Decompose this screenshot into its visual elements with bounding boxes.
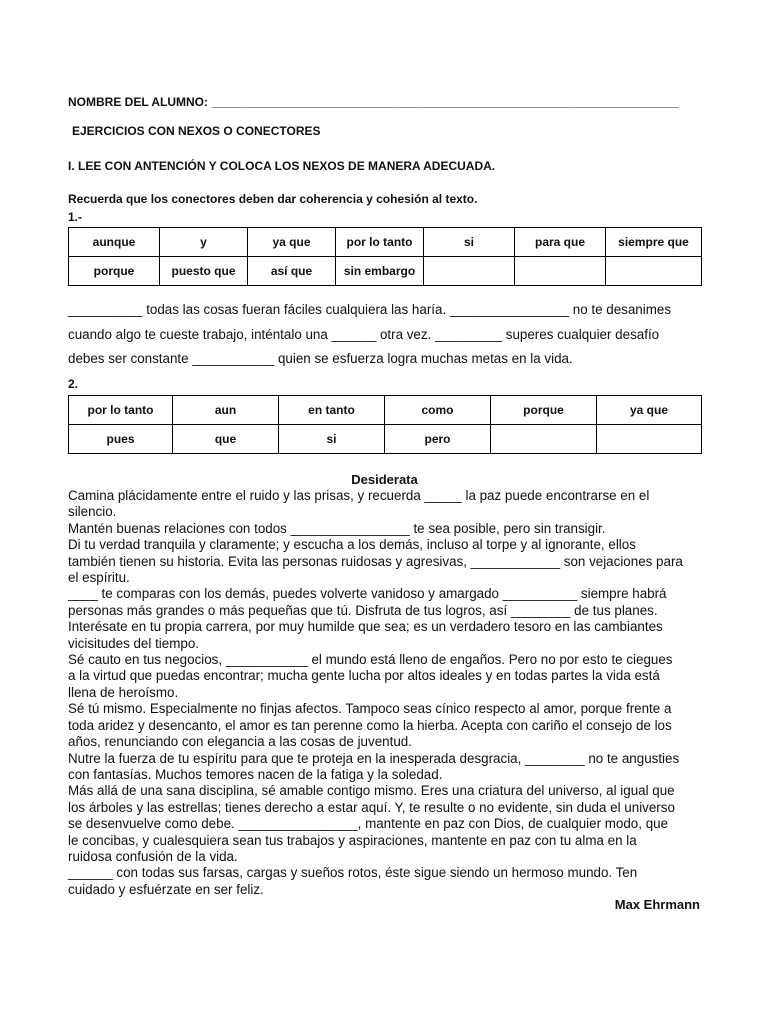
connector-cell	[424, 257, 515, 286]
connector-cell: si	[279, 425, 385, 454]
connector-cell: y	[160, 228, 248, 257]
poem-line: Interésate en tu propia carrera, por muy humilde que sea; es un verdadero tesoro en las cambiantes	[68, 619, 663, 635]
poem-line: llena de heroísmo.	[68, 684, 179, 700]
connector-cell: por lo tanto	[69, 396, 173, 425]
exercise-2-number: 2.	[68, 377, 79, 391]
student-name-line: NOMBRE DEL ALUMNO: ______________________________________________________________________	[68, 95, 679, 109]
poem-line: a la virtud que puedas encontrar; mucha gente lucha por altos ideales y en todas partes la vida está	[68, 668, 660, 684]
table-row	[69, 257, 702, 286]
poem-line: con fantasías. Muchos temores nacen de la fatiga y la soledad.	[68, 766, 443, 782]
connector-cell: así que	[248, 257, 336, 286]
connector-cell: pues	[69, 425, 173, 454]
connector-cell	[491, 425, 597, 454]
table-row	[69, 425, 702, 454]
poem-line: Sé cauto en tus negocios, ___________ el mundo está lleno de engaños. Pero no por esto te ciegues	[68, 652, 673, 668]
table-row	[69, 396, 702, 425]
poem-line: Nutre la fuerza de tu espíritu para que te proteja en la inesperada desgracia, ________ no te angusties	[68, 750, 680, 766]
connector-cell: porque	[491, 396, 597, 425]
table-row	[69, 228, 702, 257]
connector-cell: que	[173, 425, 279, 454]
poem-line: los árboles y las estrellas; tienes derecho a estar aquí. Y, te resulte o no evidente, sin duda el universo	[68, 799, 675, 815]
connector-cell: como	[385, 396, 491, 425]
poem-line: Sé tú mismo. Especialmente no finjas afectos. Tampoco seas cínico respecto al amor, porque frente a	[68, 701, 672, 717]
poem-line: cuidado y esfuérzate en ser feliz.	[68, 881, 264, 897]
poem-title: Desiderata	[351, 472, 418, 487]
connector-cell: porque	[69, 257, 160, 286]
connector-cell: si	[424, 228, 515, 257]
exercise-1-number: 1.-	[68, 210, 83, 224]
poem-line: se desenvuelve como debe. ________________, mantente en paz con Dios, de cualquier modo, que	[68, 816, 669, 832]
paragraph-line: cuando algo te cueste trabajo, inténtalo una ______ otra vez. _________ superes cualquier desafío	[68, 326, 660, 342]
worksheet-title: EJERCICIOS CON NEXOS O CONECTORES	[72, 124, 321, 138]
connector-cell: ya que	[597, 396, 702, 425]
poem-line: ______ con todas sus farsas, cargas y sueños rotos, éste sigue siendo un hermoso mundo. Ten	[68, 865, 638, 881]
poem-line: Camina plácidamente entre el ruido y las prisas, y recuerda _____ la paz puede encontrarse en el	[68, 488, 650, 503]
poem-line: le concibas, y cualesquiera sean tus trabajos y aspiraciones, mantente en paz con tu alma en la	[68, 832, 637, 848]
poem-line: toda aridez y desencanto, el amor es tan perenne como la hierba. Acepta con cariño el consejo de los	[68, 717, 672, 733]
poem-line: Más allá de una sana disciplina, sé amable contigo mismo. Eres una criatura del universo, al igual que	[68, 783, 675, 799]
connector-cell: puesto que	[160, 257, 248, 286]
paragraph-line: debes ser constante ___________ quien se esfuerza logra muchas metas en la vida.	[68, 351, 573, 366]
poem-line: Di tu verdad tranquila y claramente; y escucha a los demás, incluso al torpe y al ignorante, ellos	[68, 537, 636, 553]
instruction-heading: I. LEE CON ANTENCIÓN Y COLOCA LOS NEXOS DE MANERA ADECUADA.	[68, 159, 496, 173]
connector-cell: aun	[173, 396, 279, 425]
exercise-1-paragraph	[68, 298, 708, 372]
paragraph-line: __________ todas las cosas fueran fáciles cualquiera las haría. ________________ no te desanimes	[68, 302, 672, 317]
connector-cell: ya que	[248, 228, 336, 257]
connector-cell: pero	[385, 425, 491, 454]
connector-cell: aunque	[69, 228, 160, 257]
connector-cell: sin embargo	[336, 257, 424, 286]
poem-line: Mantén buenas relaciones con todos ________________ te sea posible, pero sin transigir.	[68, 520, 606, 536]
poem-author: Max Ehrmann	[614, 897, 700, 912]
poem-line: también tienen su historia. Evita las personas ruidosas y agresivas, ____________ son vejaciones para	[68, 553, 683, 569]
poem-line: ruidosa confusión de la vida.	[68, 848, 238, 864]
poem-line: silencio.	[68, 504, 117, 520]
reminder-text: Recuerda que los conectores deben dar coherencia y cohesión al texto.	[68, 192, 478, 206]
poem-line: ____ te comparas con los demás, puedes volverte vanidoso y amargado __________ siempre habrá	[68, 586, 667, 602]
connector-cell: por lo tanto	[336, 228, 424, 257]
connector-cell: siempre que	[606, 228, 702, 257]
poem-line: años, renunciando con elegancia a las cosas de juventud.	[68, 734, 412, 750]
connectors-table-2	[68, 395, 702, 454]
poem-body	[68, 488, 708, 898]
connector-cell	[515, 257, 606, 286]
poem-line: vicisitudes del tiempo.	[68, 635, 199, 651]
connector-cell	[597, 425, 702, 454]
poem-line: el espíritu.	[68, 570, 130, 586]
connector-cell: en tanto	[279, 396, 385, 425]
connector-cell: para que	[515, 228, 606, 257]
connectors-table-1	[68, 227, 702, 286]
poem-line: personas más grandes o más pequeñas que tú. Disfruta de tus logros, así ________ de tus planes.	[68, 602, 658, 618]
connector-cell	[606, 257, 702, 286]
